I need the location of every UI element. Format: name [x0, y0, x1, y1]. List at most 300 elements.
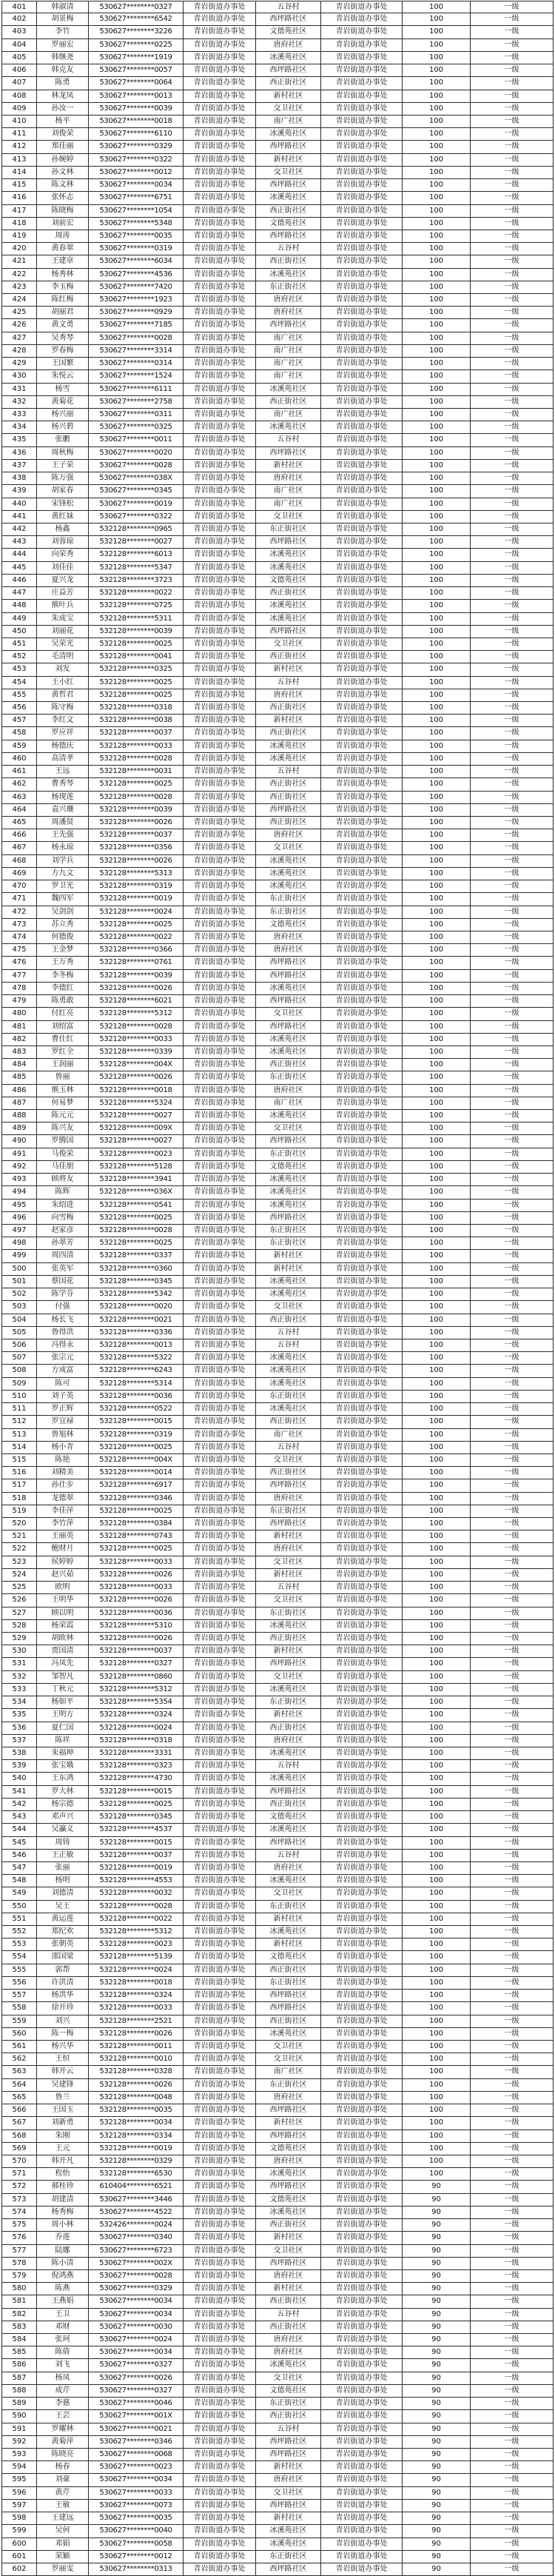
table-row — [1, 1034, 554, 1046]
handling-office-cell: 青岩街道办事处 — [321, 1237, 403, 1250]
name-cell: 陈勇 — [37, 77, 89, 90]
name-cell: 陈勇敢 — [37, 995, 89, 1008]
community-cell: 西坪路社区 — [256, 141, 321, 153]
row-number-cell: 526 — [1, 1594, 37, 1607]
amount-cell: 100 — [403, 868, 471, 880]
row-number-cell: 464 — [1, 804, 37, 817]
office-cell: 青岩街道办事处 — [184, 1059, 256, 1071]
amount-cell: 100 — [403, 1237, 471, 1250]
row-number-cell: 456 — [1, 702, 37, 715]
table-row — [1, 944, 554, 957]
table-row — [1, 1493, 554, 1505]
office-cell: 青岩街道办事处 — [184, 970, 256, 983]
row-number-cell: 416 — [1, 192, 37, 204]
office-cell: 青岩街道办事处 — [184, 1454, 256, 1467]
level-cell: 一级 — [471, 1518, 554, 1530]
id-number-cell: 530627********0039 — [89, 103, 184, 116]
table-row — [1, 766, 554, 778]
office-cell: 青岩街道办事处 — [184, 1608, 256, 1620]
amount-cell: 100 — [403, 1977, 471, 1990]
name-cell: 张鹏 — [37, 434, 89, 446]
community-cell: 东正街社区 — [256, 281, 321, 294]
name-cell: 张珂 — [37, 2334, 89, 2346]
office-cell: 青岩街道办事处 — [184, 575, 256, 587]
row-number-cell: 460 — [1, 753, 37, 766]
name-cell: 杨秀林 — [37, 269, 89, 281]
office-cell: 青岩街道办事处 — [184, 792, 256, 804]
amount-cell: 100 — [403, 536, 471, 549]
handling-office-cell: 青岩街道办事处 — [321, 842, 403, 854]
name-cell: 王东鸿 — [37, 1773, 89, 1785]
handling-office-cell: 青岩街道办事处 — [321, 626, 403, 638]
amount-cell: 100 — [403, 90, 471, 103]
id-number-cell: 532128********0019 — [89, 1862, 184, 1875]
table-row — [1, 1186, 554, 1199]
name-cell: 周四清 — [37, 1250, 89, 1262]
amount-cell: 100 — [403, 651, 471, 663]
amount-cell: 100 — [403, 638, 471, 651]
handling-office-cell: 青岩街道办事处 — [321, 2002, 403, 2015]
community-cell: 冰溪苑社区 — [256, 1378, 321, 1391]
name-cell: 周涛 — [37, 230, 89, 243]
id-number-cell: 532128********0037 — [89, 829, 184, 842]
id-number-cell: 532128********004X — [89, 1059, 184, 1071]
handling-office-cell: 青岩街道办事处 — [321, 1365, 403, 1377]
handling-office-cell: 青岩街道办事处 — [321, 855, 403, 868]
office-cell: 青岩街道办事处 — [184, 2385, 256, 2398]
name-cell: 黄春翠 — [37, 243, 89, 255]
amount-cell: 100 — [403, 1403, 471, 1416]
name-cell: 刘蓉琼 — [37, 536, 89, 549]
table-row — [1, 1850, 554, 1862]
community-cell: 西坪路社区 — [256, 2258, 321, 2270]
name-cell: 杨平 — [37, 116, 89, 128]
name-cell: 杨现莲 — [37, 792, 89, 804]
row-number-cell: 448 — [1, 600, 37, 612]
name-cell: 李竹 — [37, 26, 89, 39]
office-cell: 青岩街道办事处 — [184, 2283, 256, 2295]
id-number-cell: 532128********0324 — [89, 1990, 184, 2002]
level-cell: 一级 — [471, 919, 554, 931]
community-cell: 冰溪苑社区 — [256, 600, 321, 612]
level-cell: 一级 — [471, 1046, 554, 1059]
level-cell: 一级 — [471, 1186, 554, 1199]
handling-office-cell: 青岩街道办事处 — [321, 103, 403, 116]
amount-cell: 100 — [403, 472, 471, 485]
community-cell: 新村社区 — [256, 1645, 321, 1658]
name-cell: 黄菊萍 — [37, 2436, 89, 2449]
name-cell: 罗腾国 — [37, 1135, 89, 1148]
amount-cell: 100 — [403, 294, 471, 307]
id-number-cell: 532128********0014 — [89, 1467, 184, 1479]
id-number-cell: 530627********0322 — [89, 511, 184, 523]
level-cell: 一级 — [471, 740, 554, 753]
level-cell: 一级 — [471, 2130, 554, 2143]
amount-cell: 100 — [403, 1875, 471, 1887]
community-cell: 新村社区 — [256, 1250, 321, 1262]
office-cell: 青岩街道办事处 — [184, 1097, 256, 1110]
row-number-cell: 494 — [1, 1186, 37, 1199]
row-number-cell: 469 — [1, 868, 37, 880]
id-number-cell: 530627********0034 — [89, 179, 184, 192]
level-cell: 一级 — [471, 689, 554, 702]
name-cell: 丁秋元 — [37, 1684, 89, 1696]
office-cell: 青岩街道办事处 — [184, 2168, 256, 2181]
id-number-cell: 530627********0035 — [89, 230, 184, 243]
table-row — [1, 1301, 554, 1314]
amount-cell: 100 — [403, 421, 471, 434]
office-cell: 青岩街道办事处 — [184, 294, 256, 307]
name-cell: 刘前宏 — [37, 218, 89, 230]
name-cell: 刘子英 — [37, 1391, 89, 1403]
row-number-cell: 466 — [1, 829, 37, 842]
handling-office-cell: 青岩街道办事处 — [321, 1174, 403, 1186]
row-number-cell: 595 — [1, 2474, 37, 2486]
row-number-cell: 498 — [1, 1237, 37, 1250]
office-cell: 青岩街道办事处 — [184, 1824, 256, 1836]
community-cell: 唐府社区 — [256, 1085, 321, 1097]
id-number-cell: 532128********6530 — [89, 2168, 184, 2181]
level-cell: 一级 — [471, 2283, 554, 2295]
name-cell: 魏四军 — [37, 893, 89, 906]
community-cell: 五谷村 — [256, 434, 321, 446]
community-cell: 冰溪苑社区 — [256, 1288, 321, 1301]
handling-office-cell: 青岩街道办事处 — [321, 2449, 403, 2461]
level-cell: 一级 — [471, 613, 554, 626]
amount-cell: 100 — [403, 842, 471, 854]
id-number-cell: 532128********0039 — [89, 626, 184, 638]
community-cell: 冰溪苑社区 — [256, 1046, 321, 1059]
row-number-cell: 513 — [1, 1429, 37, 1442]
handling-office-cell: 青岩街道办事处 — [321, 2245, 403, 2258]
amount-cell: 100 — [403, 1046, 471, 1059]
level-cell: 一级 — [471, 1365, 554, 1377]
office-cell: 青岩街道办事处 — [184, 2449, 256, 2461]
id-number-cell: 532128********0024 — [89, 906, 184, 919]
handling-office-cell: 青岩街道办事处 — [321, 511, 403, 523]
name-cell: 杨长飞 — [37, 1314, 89, 1327]
row-number-cell: 443 — [1, 536, 37, 549]
table-row — [1, 1339, 554, 1352]
table-row — [1, 715, 554, 727]
level-cell: 一级 — [471, 2500, 554, 2512]
row-number-cell: 435 — [1, 434, 37, 446]
id-number-cell: 530627********0011 — [89, 434, 184, 446]
amount-cell: 100 — [403, 613, 471, 626]
name-cell: 郑佳丽 — [37, 141, 89, 153]
office-cell: 青岩街道办事处 — [184, 613, 256, 626]
office-cell: 青岩街道办事处 — [184, 753, 256, 766]
name-cell: 杨秀梅 — [37, 2207, 89, 2219]
table-row — [1, 1161, 554, 1174]
level-cell: 一级 — [471, 1543, 554, 1556]
id-number-cell: 532128********0031 — [89, 766, 184, 778]
name-cell: 罗耀林 — [37, 2423, 89, 2436]
office-cell: 青岩街道办事处 — [184, 1008, 256, 1020]
id-number-cell: 532128********5312 — [89, 1008, 184, 1020]
level-cell: 一级 — [471, 255, 554, 268]
table-row — [1, 2372, 554, 2385]
row-number-cell: 573 — [1, 2194, 37, 2207]
table-row — [1, 2295, 554, 2308]
community-cell: 文德苑社区 — [256, 218, 321, 230]
amount-cell: 100 — [403, 1990, 471, 2002]
level-cell: 一级 — [471, 319, 554, 332]
row-number-cell: 455 — [1, 689, 37, 702]
row-number-cell: 522 — [1, 1543, 37, 1556]
office-cell: 青岩街道办事处 — [184, 1225, 256, 1237]
community-cell: 西坪路社区 — [256, 179, 321, 192]
level-cell: 一级 — [471, 2309, 554, 2321]
amount-cell: 100 — [403, 2079, 471, 2092]
id-number-cell: 530627********0340 — [89, 2232, 184, 2244]
row-number-cell: 401 — [1, 1, 37, 13]
handling-office-cell: 青岩街道办事处 — [321, 727, 403, 740]
row-number-cell: 430 — [1, 370, 37, 383]
id-number-cell: 532128********0025 — [89, 1442, 184, 1454]
table-row — [1, 1008, 554, 1020]
table-row — [1, 753, 554, 766]
row-number-cell: 552 — [1, 1926, 37, 1938]
name-cell: 鲁兰 — [37, 2092, 89, 2104]
office-cell: 青岩街道办事处 — [184, 1811, 256, 1824]
amount-cell: 90 — [403, 2309, 471, 2321]
handling-office-cell: 青岩街道办事处 — [321, 1416, 403, 1428]
amount-cell: 100 — [403, 817, 471, 829]
name-cell: 陈兴友 — [37, 1123, 89, 1135]
office-cell: 青岩街道办事处 — [184, 1339, 256, 1352]
id-number-cell: 532128********4730 — [89, 1773, 184, 1785]
community-cell: 东正街社区 — [256, 1071, 321, 1084]
community-cell: 西正街社区 — [256, 1467, 321, 1479]
name-cell: 周潘贤 — [37, 817, 89, 829]
table-row — [1, 663, 554, 676]
row-number-cell: 533 — [1, 1684, 37, 1696]
handling-office-cell: 青岩街道办事处 — [321, 2525, 403, 2537]
handling-office-cell: 青岩街道办事处 — [321, 2258, 403, 2270]
handling-office-cell: 青岩街道办事处 — [321, 1658, 403, 1670]
handling-office-cell: 青岩街道办事处 — [321, 740, 403, 753]
office-cell: 青岩街道办事处 — [184, 1633, 256, 1645]
row-number-cell: 462 — [1, 778, 37, 791]
row-number-cell: 521 — [1, 1530, 37, 1543]
community-cell: 文德苑社区 — [256, 2143, 321, 2155]
row-number-cell: 588 — [1, 2385, 37, 2398]
name-cell: 韩淑清 — [37, 1, 89, 13]
community-cell: 交卫社区 — [256, 2372, 321, 2385]
name-cell: 王国玉 — [37, 2104, 89, 2117]
id-number-cell: 530627********0012 — [89, 2551, 184, 2563]
amount-cell: 100 — [403, 1964, 471, 1977]
id-number-cell: 532128********0026 — [89, 2028, 184, 2041]
table-row — [1, 1429, 554, 1442]
level-cell: 一级 — [471, 2423, 554, 2436]
office-cell: 青岩街道办事处 — [184, 1556, 256, 1569]
amount-cell: 100 — [403, 1110, 471, 1123]
office-cell: 青岩街道办事处 — [184, 1263, 256, 1276]
office-cell: 青岩街道办事处 — [184, 421, 256, 434]
name-cell: 李竹萍 — [37, 1518, 89, 1530]
level-cell: 一级 — [471, 753, 554, 766]
handling-office-cell: 青岩街道办事处 — [321, 817, 403, 829]
handling-office-cell: 青岩街道办事处 — [321, 1467, 403, 1479]
level-cell: 一级 — [471, 409, 554, 421]
id-number-cell: 532128********0028 — [89, 1225, 184, 1237]
amount-cell: 100 — [403, 319, 471, 332]
amount-cell: 100 — [403, 485, 471, 498]
level-cell: 一级 — [471, 1926, 554, 1938]
office-cell: 青岩街道办事处 — [184, 167, 256, 179]
id-number-cell: 530627********0314 — [89, 358, 184, 370]
id-number-cell: 530627********0023 — [89, 2461, 184, 2474]
amount-cell: 90 — [403, 2410, 471, 2423]
community-cell: 西正街社区 — [256, 2219, 321, 2232]
level-cell: 一级 — [471, 1990, 554, 2002]
table-row — [1, 2461, 554, 2474]
handling-office-cell: 青岩街道办事处 — [321, 549, 403, 561]
table-row — [1, 1671, 554, 1684]
amount-cell: 100 — [403, 2143, 471, 2155]
level-cell: 一级 — [471, 2461, 554, 2474]
name-cell: 王建远 — [37, 2512, 89, 2525]
handling-office-cell: 青岩街道办事处 — [321, 638, 403, 651]
name-cell: 马佳朋 — [37, 1161, 89, 1174]
level-cell: 一级 — [471, 663, 554, 676]
name-cell: 周小林 — [37, 2219, 89, 2232]
community-cell: 新村社区 — [256, 460, 321, 472]
amount-cell: 100 — [403, 1174, 471, 1186]
community-cell: 唐府社区 — [256, 2334, 321, 2346]
handling-office-cell: 青岩街道办事处 — [321, 421, 403, 434]
table-row — [1, 638, 554, 651]
community-cell: 冰溪苑社区 — [256, 2538, 321, 2551]
id-number-cell: 530627********4536 — [89, 269, 184, 281]
row-number-cell: 425 — [1, 307, 37, 319]
community-cell: 南广社区 — [256, 332, 321, 345]
table-row — [1, 2398, 554, 2410]
row-number-cell: 473 — [1, 919, 37, 931]
id-number-cell: 532128********5311 — [89, 613, 184, 626]
handling-office-cell: 青岩街道办事处 — [321, 587, 403, 600]
table-row — [1, 855, 554, 868]
level-cell: 一级 — [471, 26, 554, 39]
level-cell: 一级 — [471, 1429, 554, 1442]
handling-office-cell: 青岩街道办事处 — [321, 2295, 403, 2308]
name-cell: 胡丽君 — [37, 307, 89, 319]
office-cell: 青岩街道办事处 — [184, 1391, 256, 1403]
row-number-cell: 543 — [1, 1811, 37, 1824]
office-cell: 青岩街道办事处 — [184, 2309, 256, 2321]
community-cell: 西正街社区 — [256, 727, 321, 740]
amount-cell: 100 — [403, 1263, 471, 1276]
row-number-cell: 509 — [1, 1378, 37, 1391]
table-row — [1, 2245, 554, 2258]
amount-cell: 100 — [403, 663, 471, 676]
row-number-cell: 475 — [1, 944, 37, 957]
id-number-cell: 532128********5354 — [89, 1696, 184, 1709]
handling-office-cell: 青岩街道办事处 — [321, 1850, 403, 1862]
id-number-cell: 532128********5314 — [89, 1378, 184, 1391]
id-number-cell: 530627********0346 — [89, 2436, 184, 2449]
table-row — [1, 778, 554, 791]
name-cell: 黄菊花 — [37, 396, 89, 409]
community-cell: 冰溪苑社区 — [256, 1875, 321, 1887]
office-cell: 青岩街道办事处 — [184, 2041, 256, 2053]
id-number-cell: 530627********0345 — [89, 485, 184, 498]
office-cell: 青岩街道办事处 — [184, 434, 256, 446]
amount-cell: 90 — [403, 2474, 471, 2486]
level-cell: 一级 — [471, 1288, 554, 1301]
row-number-cell: 590 — [1, 2410, 37, 2423]
table-row — [1, 995, 554, 1008]
handling-office-cell: 青岩街道办事处 — [321, 1008, 403, 1020]
table-row — [1, 1951, 554, 1964]
row-number-cell: 547 — [1, 1862, 37, 1875]
row-number-cell: 454 — [1, 677, 37, 689]
community-cell: 冰溪苑社区 — [256, 128, 321, 141]
row-number-cell: 446 — [1, 575, 37, 587]
handling-office-cell: 青岩街道办事处 — [321, 26, 403, 39]
amount-cell: 100 — [403, 1747, 471, 1760]
amount-cell: 100 — [403, 2117, 471, 2130]
office-cell: 青岩街道办事处 — [184, 740, 256, 753]
name-cell: 陈一梅 — [37, 2028, 89, 2041]
row-number-cell: 563 — [1, 2066, 37, 2078]
office-cell: 青岩街道办事处 — [184, 944, 256, 957]
level-cell: 一级 — [471, 562, 554, 575]
id-number-cell: 532128********0025 — [89, 1799, 184, 1811]
handling-office-cell: 青岩街道办事处 — [321, 1479, 403, 1492]
name-cell: 王丽英 — [37, 1530, 89, 1543]
handling-office-cell: 青岩街道办事处 — [321, 1799, 403, 1811]
level-cell: 一级 — [471, 1977, 554, 1990]
level-cell: 一级 — [471, 384, 554, 396]
handling-office-cell: 青岩街道办事处 — [321, 2321, 403, 2334]
office-cell: 青岩街道办事处 — [184, 1148, 256, 1161]
row-number-cell: 525 — [1, 1582, 37, 1594]
office-cell: 青岩街道办事处 — [184, 1875, 256, 1887]
level-cell: 一级 — [471, 995, 554, 1008]
handling-office-cell: 青岩街道办事处 — [321, 995, 403, 1008]
level-cell: 一级 — [471, 600, 554, 612]
office-cell: 青岩街道办事处 — [184, 307, 256, 319]
table-row — [1, 651, 554, 663]
office-cell: 青岩街道办事处 — [184, 1237, 256, 1250]
table-row — [1, 2525, 554, 2537]
office-cell: 青岩街道办事处 — [184, 893, 256, 906]
name-cell: 宋锋松 — [37, 498, 89, 511]
level-cell: 一级 — [471, 434, 554, 446]
table-row — [1, 2104, 554, 2117]
row-number-cell: 408 — [1, 90, 37, 103]
name-cell: 陆娜 — [37, 2245, 89, 2258]
level-cell: 一级 — [471, 1237, 554, 1250]
name-cell: 杨宗德 — [37, 1799, 89, 1811]
id-number-cell: 532128********0329 — [89, 2155, 184, 2168]
level-cell: 一级 — [471, 460, 554, 472]
table-row — [1, 2130, 554, 2143]
level-cell: 一级 — [471, 1479, 554, 1492]
level-cell: 一级 — [471, 829, 554, 842]
community-cell: 唐府社区 — [256, 829, 321, 842]
table-row — [1, 472, 554, 485]
id-number-cell: 532128********3723 — [89, 575, 184, 587]
office-cell: 青岩街道办事处 — [184, 1505, 256, 1518]
handling-office-cell: 青岩街道办事处 — [321, 2041, 403, 2053]
level-cell: 一级 — [471, 2155, 554, 2168]
name-cell: 杨洪华 — [37, 1990, 89, 2002]
row-number-cell: 551 — [1, 1913, 37, 1926]
